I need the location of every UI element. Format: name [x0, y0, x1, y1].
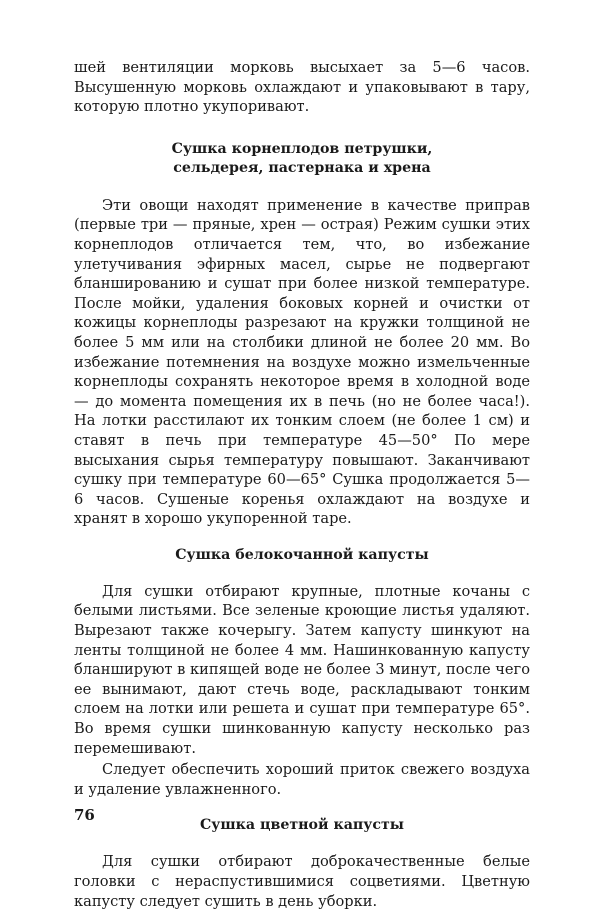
section-paragraph: Следует обеспечить хороший приток свежего воздуха и удаление увлажненного. [74, 761, 530, 798]
book-page [74, 58, 530, 911]
section-paragraph: Для сушки отбирают крупные, плотные кочаны с белыми листьями. Все зеленые кроющие листья удаляют. Вырезают также кочерыгу. Затем капусту шинкуют на ленты толщиной не более 4 мм. Нашинкованную капусту бланшируют в кипящей воде не более 3 минут, после чего ее вынимают, дают стечь воде, раскладывают тонким слоем на лотки или решета и сушат при температуре 65°. Во время сушки шинкованную капусту несколько раз перемешивают. [74, 582, 530, 757]
section-heading: Сушка цветной капусты [199, 817, 405, 834]
section-white-cabbage [74, 546, 530, 800]
section-paragraph: Эти овощи находят применение в качестве приправ (первые три — пряные, хрен — острая) Режим сушки этих корнеплодов отличается тем, что, во избежание улетучивания эфирных масел, сырье не подвергают бланшированию и сушат при более низкой температуре. После мойки, удаления боковых корней и очистки от кожицы корнеплоды разрезают на кружки толщиной не более 5 мм или на столбики длиной не более 20 мм. Во избежание потемнения на воздухе можно измельченные корнеплоды сохранять некоторое время в холодной воде — до момента помещения их в печь (но не более часа!). На лотки расстилают их тонким слоем (не более 1 см) и ставят в печь при температуре 45—50° По мере высыхания сырья температуру повышают. Заканчивают сушку при температуре 60—65° Сушка продолжается 5—6 часов. Сушеные коренья охлаждают на воздухе и хранят в хорошо укупоренной таре. [74, 196, 530, 528]
section-heading: Сушка корнеплодов петрушки, сельдерея, пастернака и хрена [171, 140, 433, 176]
page-number: 76 [74, 806, 95, 824]
section-root-vegetables [74, 140, 530, 529]
section-heading: Сушка белокочанной капусты [175, 546, 429, 563]
section-paragraph: Для сушки отбирают доброкачественные белые головки с нераспустившимися соцветиями. Цветную капусту следует сушить в день уборки. [74, 853, 530, 910]
intro-paragraph: шей вентиляции морковь высыхает за 5—6 часов. Высушенную морковь охлаждают и упаковывают в тару, которую плотно укупоривают. [74, 59, 530, 116]
section-cauliflower [74, 816, 530, 911]
